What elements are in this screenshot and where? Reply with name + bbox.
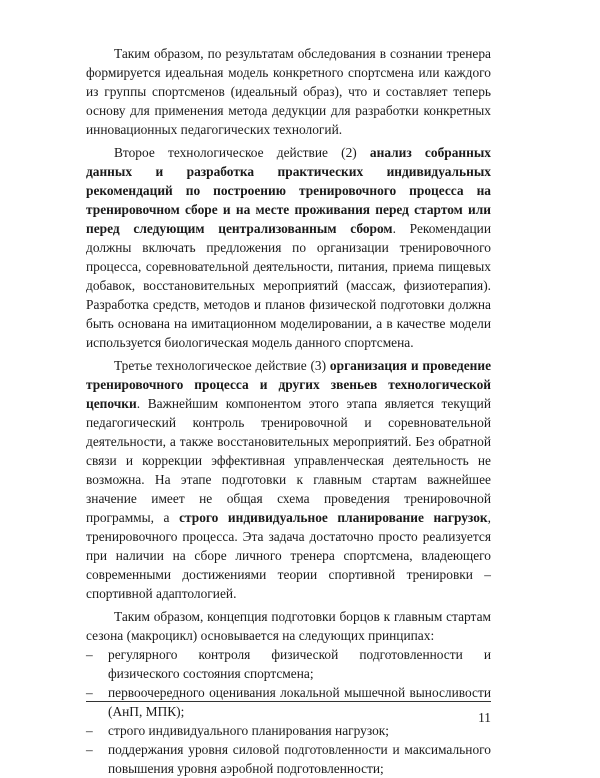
list-item-text: строго индивидуального планирования нагрузок; xyxy=(108,723,389,738)
list-item xyxy=(86,645,491,683)
bold-text-run: анализ собранных данных и разработка практических индивидуальных рекомендаций по построению тренировочного процесса на тренировочном сборе и на месте проживания перед стартом или перед следующим централизованным сбором xyxy=(86,145,491,236)
list-dash-marker: – xyxy=(86,685,93,700)
paragraph-3 xyxy=(86,356,491,603)
text-run: Таким образом, концепция подготовки борцов к главным стартам сезона (макроцикл) основывается на следующих принципах: xyxy=(86,609,491,643)
list-item-text: поддержания уровня силовой подготовленности и максимального повышения уровня аэробной подготовленности; xyxy=(108,742,491,776)
paragraph-2 xyxy=(86,143,491,352)
footer-rule xyxy=(86,701,491,702)
list-item-text: первоочередного оценивания локальной мышечной выносливости (АнП, МПК); xyxy=(108,685,491,719)
text-run: Третье технологическое действие (3) xyxy=(114,358,330,373)
page-text xyxy=(86,44,491,778)
list-dash-marker: – xyxy=(86,723,93,738)
text-run: Таким образом, по результатам обследования в сознании тренера формируется идеальная модель конкретного спортсмена или каждого из группы спортсменов (идеальный образ), что и составляет теперь основу для применения метода дедукции для разработки конкретных инновационных педагогических технологий. xyxy=(86,46,491,137)
paragraph-4 xyxy=(86,607,491,645)
text-run: . Рекомендации должны включать предложения по организации тренировочного процесса, соревновательной деятельности, питания, приема пищевых добавок, восстановительных мероприятий (массаж, физиотерапия). Разработка средств, методов и планов физической подготовки должна быть основана на имитационном моделировании, а в качестве модели используется биологическая модель данного спортсмена. xyxy=(86,221,491,350)
list-item-text: регулярного контроля физической подготовленности и физического состояния спортсмена; xyxy=(108,647,491,681)
bold-text-run: строго индивидуальное планирование нагрузок xyxy=(179,510,488,525)
paragraph-1 xyxy=(86,44,491,139)
page-number: 11 xyxy=(478,710,491,725)
text-run: . Важнейшим компонентом этого этапа является текущий педагогический контроль тренировочной и соревновательной деятельности, а также восстановительных мероприятий. Без обратной связи и коррекции эффективная управленческая деятельность не возможна. На этапе подготовки к главным стартам важнейшее значение имеет не общая схема проведения тренировочной программы, а xyxy=(86,396,491,525)
text-run: Второе технологическое действие (2) xyxy=(114,145,370,160)
list-dash-marker: – xyxy=(86,647,93,662)
text-run: , тренировочного процесса. Эта задача достаточно просто реализуется при наличии на сборе личного тренера спортсмена, владеющего современными достижениями теории спортивной тренировки – спортивной адаптологией. xyxy=(86,510,491,601)
bold-text-run: организация и проведение тренировочного процесса и других звеньев технологической цепочки xyxy=(86,358,492,411)
list-item xyxy=(86,740,491,778)
list-dash-marker: – xyxy=(86,742,93,757)
